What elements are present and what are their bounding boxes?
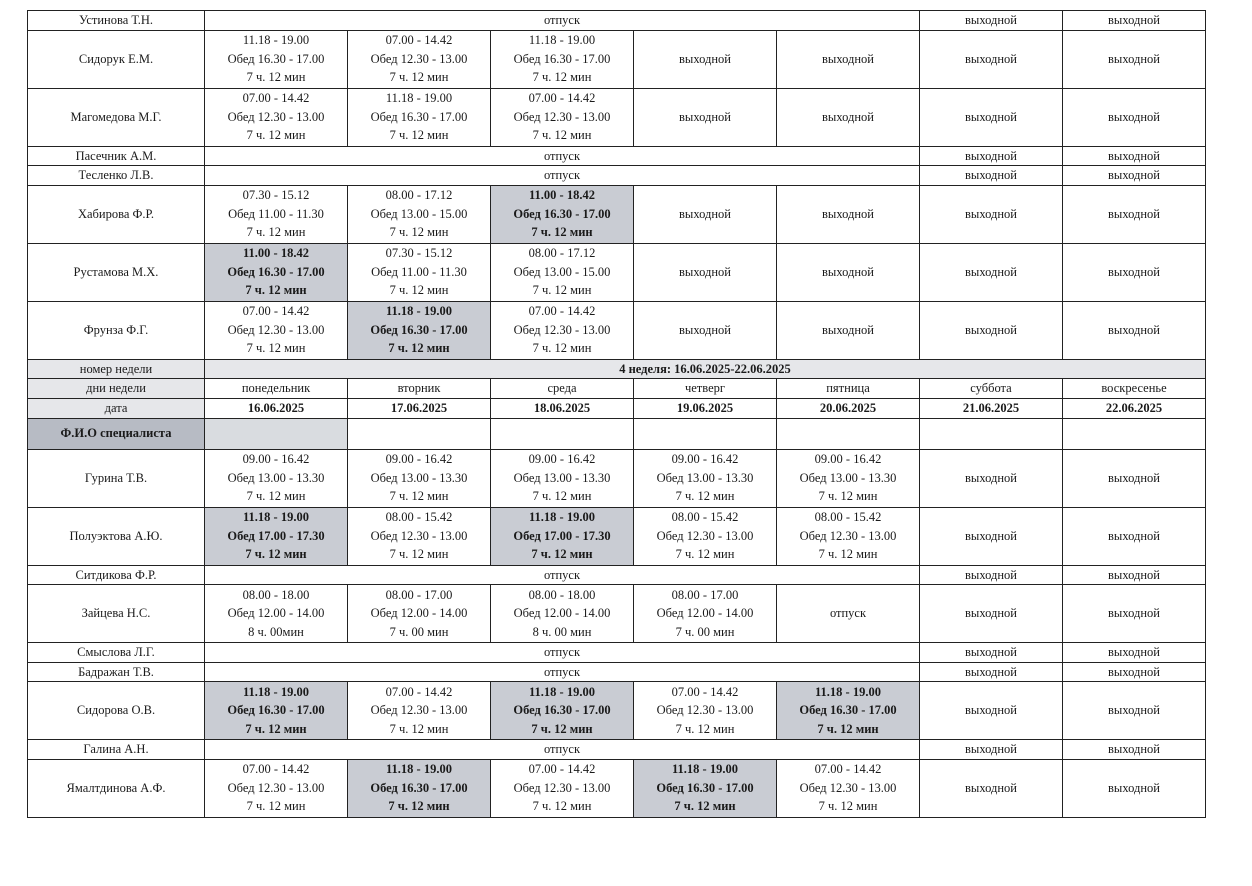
shift-line: 09.00 - 16.42: [528, 452, 596, 467]
shift-line: 7 ч. 12 мин: [531, 225, 593, 240]
week-number-value: 4 неделя: 16.06.2025-22.06.2025: [205, 359, 1206, 379]
shift-line: 09.00 - 16.42: [814, 452, 882, 467]
shift-cell: [634, 759, 777, 817]
schedule-sheet: [27, 10, 1206, 818]
table-row: [28, 30, 1206, 88]
table-row: [28, 643, 1206, 663]
saturday-cell: выходной: [920, 507, 1063, 565]
date-header: 21.06.2025: [920, 398, 1063, 418]
shift-line: 7 ч. 12 мин: [246, 341, 306, 356]
shift-cell: [348, 243, 491, 301]
sunday-cell: выходной: [1063, 565, 1206, 585]
shift-line: Обед 12.30 - 13.00: [799, 528, 897, 543]
sunday-cell: выходной: [1063, 30, 1206, 88]
sunday-cell: выходной: [1063, 507, 1206, 565]
shift-line: Обед 12.30 - 13.00: [513, 322, 611, 337]
shift-line: 08.00 - 15.42: [671, 510, 739, 525]
shift-line: 7 ч. 12 мин: [389, 128, 449, 143]
shift-line: Обед 12.30 - 13.00: [656, 703, 754, 718]
shift-line: 7 ч. 12 мин: [389, 225, 449, 240]
shift-line: Обед 11.00 - 11.30: [228, 206, 324, 221]
shift-line: Обед 16.30 - 17.00: [370, 109, 468, 124]
shift-line: 7 ч. 12 мин: [675, 547, 735, 562]
shift-line: 11.18 - 19.00: [243, 684, 309, 699]
shift-line: 7 ч. 12 мин: [388, 341, 450, 356]
shift-line: 7 ч. 12 мин: [245, 721, 307, 736]
shift-line: 7 ч. 12 мин: [818, 489, 878, 504]
weekdays-row: [28, 379, 1206, 399]
shift-line: 11.00 - 18.42: [529, 188, 595, 203]
shift-line: 7 ч. 12 мин: [674, 799, 736, 814]
shift-cell: [205, 449, 348, 507]
weekday-header: понедельник: [205, 379, 348, 399]
shift-line: Обед 17.00 - 17.30: [513, 528, 611, 543]
shift-line: Обед 16.30 - 17.00: [513, 51, 611, 66]
employee-name: Сидорова О.В.: [28, 682, 205, 740]
schedule-table: [27, 10, 1206, 818]
sunday-cell: выходной: [1063, 585, 1206, 643]
vacation-cell: отпуск: [205, 643, 920, 663]
shift-cell: [491, 30, 634, 88]
fio-blank-cell: [777, 418, 920, 449]
shift-line: 7 ч. 12 мин: [389, 547, 449, 562]
shift-line: 7 ч. 12 мин: [532, 341, 592, 356]
shift-cell: [348, 507, 491, 565]
vacation-cell: отпуск: [205, 565, 920, 585]
shift-line: 11.18 - 19.00: [243, 510, 309, 525]
shift-cell: [348, 301, 491, 359]
shift-cell: [491, 449, 634, 507]
vacation-cell: отпуск: [205, 166, 920, 186]
shift-cell: [205, 682, 348, 740]
shift-cell: [777, 507, 920, 565]
shift-line: 7 ч. 12 мин: [675, 721, 735, 736]
shift-cell: [348, 30, 491, 88]
shift-line: 11.18 - 19.00: [529, 510, 595, 525]
shift-cell: [348, 449, 491, 507]
weekday-header: пятница: [777, 379, 920, 399]
sunday-cell: выходной: [1063, 11, 1206, 31]
employee-name: Тесленко Л.В.: [28, 166, 205, 186]
employee-name: Ситдикова Ф.Р.: [28, 565, 205, 585]
employee-name: Сидорук Е.М.: [28, 30, 205, 88]
day-status-cell: выходной: [777, 88, 920, 146]
employee-name: Гурина Т.В.: [28, 449, 205, 507]
sunday-cell: выходной: [1063, 662, 1206, 682]
shift-cell: [348, 759, 491, 817]
employee-name: Фрунза Ф.Г.: [28, 301, 205, 359]
table-row: [28, 166, 1206, 186]
saturday-cell: выходной: [920, 759, 1063, 817]
fio-label: Ф.И.О специалиста: [28, 418, 205, 449]
weekday-header: среда: [491, 379, 634, 399]
vacation-cell: отпуск: [205, 11, 920, 31]
shift-line: Обед 12.00 - 14.00: [370, 606, 468, 621]
date-header: 22.06.2025: [1063, 398, 1206, 418]
shift-line: Обед 13.00 - 13.30: [370, 470, 468, 485]
employee-name: Бадражан Т.В.: [28, 662, 205, 682]
sunday-cell: выходной: [1063, 740, 1206, 760]
shift-line: Обед 13.00 - 15.00: [513, 264, 611, 279]
shift-line: 11.18 - 19.00: [385, 91, 453, 106]
weekdays-label: дни недели: [28, 379, 205, 399]
shift-line: Обед 13.00 - 13.30: [227, 470, 325, 485]
saturday-cell: выходной: [920, 682, 1063, 740]
shift-line: Обед 12.30 - 13.00: [656, 528, 754, 543]
saturday-cell: выходной: [920, 740, 1063, 760]
shift-line: 7 ч. 12 мин: [531, 721, 593, 736]
shift-line: Обед 12.30 - 13.00: [227, 322, 325, 337]
fio-blank-cell: [348, 418, 491, 449]
sunday-cell: выходной: [1063, 682, 1206, 740]
day-status-cell: выходной: [634, 30, 777, 88]
table-row: [28, 759, 1206, 817]
shift-line: 08.00 - 17.12: [385, 188, 453, 203]
dates-row: [28, 398, 1206, 418]
shift-line: 7 ч. 12 мин: [245, 283, 307, 298]
sunday-cell: выходной: [1063, 759, 1206, 817]
shift-line: 8 ч. 00 мин: [532, 624, 592, 639]
day-status-cell: отпуск: [777, 585, 920, 643]
date-label: дата: [28, 398, 205, 418]
vacation-cell: отпуск: [205, 740, 920, 760]
day-status-cell: выходной: [634, 185, 777, 243]
employee-name: Рустамова М.Х.: [28, 243, 205, 301]
shift-line: 07.00 - 14.42: [242, 304, 310, 319]
weekday-header: суббота: [920, 379, 1063, 399]
shift-line: Обед 12.30 - 13.00: [370, 703, 468, 718]
shift-line: 7 ч. 12 мин: [532, 489, 592, 504]
weekday-header: вторник: [348, 379, 491, 399]
shift-line: Обед 16.30 - 17.00: [370, 322, 468, 337]
shift-line: 7 ч. 12 мин: [246, 70, 306, 85]
shift-line: 7 ч. 12 мин: [246, 799, 306, 814]
shift-line: Обед 12.30 - 13.00: [227, 780, 325, 795]
table-row: [28, 507, 1206, 565]
saturday-cell: выходной: [920, 301, 1063, 359]
saturday-cell: выходной: [920, 146, 1063, 166]
shift-line: 08.00 - 18.00: [528, 587, 596, 602]
shift-line: 08.00 - 18.00: [242, 587, 310, 602]
sunday-cell: выходной: [1063, 88, 1206, 146]
table-row: [28, 662, 1206, 682]
sunday-cell: выходной: [1063, 146, 1206, 166]
sunday-cell: выходной: [1063, 243, 1206, 301]
shift-line: 07.00 - 14.42: [528, 91, 596, 106]
shift-line: 08.00 - 15.42: [385, 510, 453, 525]
shift-line: 11.18 - 19.00: [815, 684, 881, 699]
table-row: [28, 146, 1206, 166]
shift-line: 08.00 - 17.00: [671, 587, 739, 602]
shift-cell: [491, 759, 634, 817]
shift-line: Обед 13.00 - 13.30: [656, 470, 754, 485]
table-row: [28, 243, 1206, 301]
day-status-cell: выходной: [777, 185, 920, 243]
shift-line: 7 ч. 12 мин: [389, 721, 449, 736]
shift-line: Обед 16.30 - 17.00: [799, 703, 897, 718]
shift-line: 08.00 - 15.42: [814, 510, 882, 525]
day-status-cell: выходной: [634, 301, 777, 359]
shift-line: 7 ч. 12 мин: [531, 547, 593, 562]
shift-line: 07.30 - 15.12: [385, 246, 453, 261]
shift-line: 11.18 - 19.00: [672, 762, 738, 777]
shift-line: Обед 12.00 - 14.00: [656, 606, 754, 621]
fio-blank-cell: [634, 418, 777, 449]
shift-line: Обед 12.30 - 13.00: [370, 51, 468, 66]
shift-line: Обед 16.30 - 17.00: [227, 264, 325, 279]
employee-name: Устинова Т.Н.: [28, 11, 205, 31]
shift-cell: [205, 185, 348, 243]
shift-line: 7 ч. 12 мин: [246, 225, 306, 240]
table-row: [28, 185, 1206, 243]
employee-name: Хабирова Ф.Р.: [28, 185, 205, 243]
shift-line: 7 ч. 12 мин: [246, 489, 306, 504]
sunday-cell: выходной: [1063, 301, 1206, 359]
shift-line: Обед 16.30 - 17.00: [656, 780, 754, 795]
employee-name: Зайцева Н.С.: [28, 585, 205, 643]
shift-line: Обед 16.30 - 17.00: [513, 206, 611, 221]
date-header: 18.06.2025: [491, 398, 634, 418]
shift-cell: [491, 243, 634, 301]
table-row: [28, 301, 1206, 359]
shift-cell: [348, 585, 491, 643]
saturday-cell: выходной: [920, 30, 1063, 88]
shift-line: 7 ч. 12 мин: [246, 128, 306, 143]
shift-line: 7 ч. 12 мин: [532, 799, 592, 814]
shift-cell: [491, 88, 634, 146]
shift-line: 09.00 - 16.42: [385, 452, 453, 467]
shift-line: 7 ч. 12 мин: [389, 283, 449, 298]
shift-line: Обед 12.30 - 13.00: [513, 109, 611, 124]
saturday-cell: выходной: [920, 166, 1063, 186]
sunday-cell: выходной: [1063, 185, 1206, 243]
shift-cell: [491, 507, 634, 565]
employee-name: Полуэктова А.Ю.: [28, 507, 205, 565]
shift-cell: [348, 682, 491, 740]
table-row: [28, 682, 1206, 740]
shift-line: Обед 11.00 - 11.30: [371, 264, 467, 279]
shift-cell: [205, 30, 348, 88]
shift-line: Обед 12.30 - 13.00: [513, 780, 611, 795]
saturday-cell: выходной: [920, 243, 1063, 301]
shift-cell: [634, 682, 777, 740]
weekday-header: воскресенье: [1063, 379, 1206, 399]
saturday-cell: выходной: [920, 88, 1063, 146]
saturday-cell: выходной: [920, 11, 1063, 31]
shift-line: 07.00 - 14.42: [242, 762, 310, 777]
shift-line: Обед 16.30 - 17.00: [227, 51, 325, 66]
shift-line: 7 ч. 12 мин: [388, 799, 450, 814]
shift-line: 07.00 - 14.42: [528, 762, 596, 777]
day-status-cell: выходной: [634, 88, 777, 146]
table-row: [28, 565, 1206, 585]
fio-blank-cell: [1063, 418, 1206, 449]
shift-cell: [777, 759, 920, 817]
shift-cell: [634, 585, 777, 643]
shift-line: 07.00 - 14.42: [528, 304, 596, 319]
sunday-cell: выходной: [1063, 643, 1206, 663]
shift-line: Обед 12.30 - 13.00: [370, 528, 468, 543]
shift-line: 07.00 - 14.42: [814, 762, 882, 777]
shift-line: 07.30 - 15.12: [242, 188, 310, 203]
shift-line: 7 ч. 12 мин: [245, 547, 307, 562]
table-row: [28, 88, 1206, 146]
shift-line: Обед 12.30 - 13.00: [227, 109, 325, 124]
shift-line: 7 ч. 12 мин: [389, 489, 449, 504]
shift-cell: [205, 585, 348, 643]
shift-line: 7 ч. 12 мин: [389, 70, 449, 85]
date-header: 20.06.2025: [777, 398, 920, 418]
shift-line: 11.00 - 18.42: [243, 246, 309, 261]
shift-line: Обед 13.00 - 15.00: [370, 206, 468, 221]
shift-line: 09.00 - 16.42: [671, 452, 739, 467]
fio-blank-cell: [491, 418, 634, 449]
shift-cell: [491, 185, 634, 243]
shift-line: 07.00 - 14.42: [242, 91, 310, 106]
shift-line: 7 ч. 12 мин: [532, 128, 592, 143]
saturday-cell: выходной: [920, 585, 1063, 643]
shift-line: 7 ч. 12 мин: [675, 489, 735, 504]
sunday-cell: выходной: [1063, 166, 1206, 186]
shift-line: 11.18 - 19.00: [529, 684, 595, 699]
date-header: 17.06.2025: [348, 398, 491, 418]
shift-line: Обед 16.30 - 17.00: [370, 780, 468, 795]
table-row: [28, 740, 1206, 760]
employee-name: Пасечник А.М.: [28, 146, 205, 166]
shift-line: 7 ч. 12 мин: [818, 547, 878, 562]
shift-line: 09.00 - 16.42: [242, 452, 310, 467]
shift-line: Обед 13.00 - 13.30: [513, 470, 611, 485]
shift-cell: [348, 88, 491, 146]
day-status-cell: выходной: [777, 30, 920, 88]
shift-line: 07.00 - 14.42: [671, 684, 739, 699]
shift-cell: [205, 759, 348, 817]
date-header: 19.06.2025: [634, 398, 777, 418]
shift-cell: [777, 682, 920, 740]
weekday-header: четверг: [634, 379, 777, 399]
vacation-cell: отпуск: [205, 662, 920, 682]
day-status-cell: выходной: [777, 301, 920, 359]
shift-line: Обед 12.00 - 14.00: [227, 606, 325, 621]
day-status-cell: выходной: [777, 243, 920, 301]
week-number-row: [28, 359, 1206, 379]
employee-name: Магомедова М.Г.: [28, 88, 205, 146]
shift-line: Обед 17.00 - 17.30: [227, 528, 325, 543]
shift-cell: [205, 301, 348, 359]
shift-line: 7 ч. 00 мин: [389, 624, 449, 639]
fio-blank-cell: [205, 418, 348, 449]
shift-line: Обед 13.00 - 13.30: [799, 470, 897, 485]
saturday-cell: выходной: [920, 185, 1063, 243]
shift-cell: [491, 682, 634, 740]
shift-line: 7 ч. 12 мин: [818, 799, 878, 814]
employee-name: Галина А.Н.: [28, 740, 205, 760]
shift-line: 7 ч. 12 мин: [817, 721, 879, 736]
shift-line: Обед 12.30 - 13.00: [799, 780, 897, 795]
shift-line: 08.00 - 17.00: [385, 587, 453, 602]
shift-line: 11.18 - 19.00: [386, 762, 452, 777]
shift-cell: [205, 243, 348, 301]
saturday-cell: выходной: [920, 449, 1063, 507]
shift-cell: [634, 449, 777, 507]
shift-cell: [491, 301, 634, 359]
saturday-cell: выходной: [920, 662, 1063, 682]
shift-cell: [205, 88, 348, 146]
employee-name: Ямалтдинова А.Ф.: [28, 759, 205, 817]
table-row: [28, 449, 1206, 507]
vacation-cell: отпуск: [205, 146, 920, 166]
fio-row: [28, 418, 1206, 449]
shift-line: 08.00 - 17.12: [528, 246, 596, 261]
shift-line: 8 ч. 00мин: [248, 624, 304, 639]
shift-line: 7 ч. 12 мин: [532, 70, 592, 85]
table-row: [28, 585, 1206, 643]
table-row: [28, 11, 1206, 31]
shift-line: 7 ч. 00 мин: [675, 624, 735, 639]
week-number-label: номер недели: [28, 359, 205, 379]
shift-cell: [348, 185, 491, 243]
shift-line: 07.00 - 14.42: [385, 33, 453, 48]
fio-blank-cell: [920, 418, 1063, 449]
day-status-cell: выходной: [634, 243, 777, 301]
date-header: 16.06.2025: [205, 398, 348, 418]
saturday-cell: выходной: [920, 643, 1063, 663]
shift-line: Обед 16.30 - 17.00: [513, 703, 611, 718]
shift-line: 11.18 - 19.00: [386, 304, 452, 319]
employee-name: Смыслова Л.Г.: [28, 643, 205, 663]
shift-line: 11.18 - 19.00: [528, 33, 596, 48]
saturday-cell: выходной: [920, 565, 1063, 585]
shift-line: 7 ч. 12 мин: [532, 283, 592, 298]
shift-cell: [491, 585, 634, 643]
shift-line: Обед 16.30 - 17.00: [227, 703, 325, 718]
shift-cell: [205, 507, 348, 565]
shift-line: 07.00 - 14.42: [385, 684, 453, 699]
sunday-cell: выходной: [1063, 449, 1206, 507]
shift-cell: [777, 449, 920, 507]
shift-line: Обед 12.00 - 14.00: [513, 606, 611, 621]
shift-line: 11.18 - 19.00: [242, 33, 310, 48]
shift-cell: [634, 507, 777, 565]
